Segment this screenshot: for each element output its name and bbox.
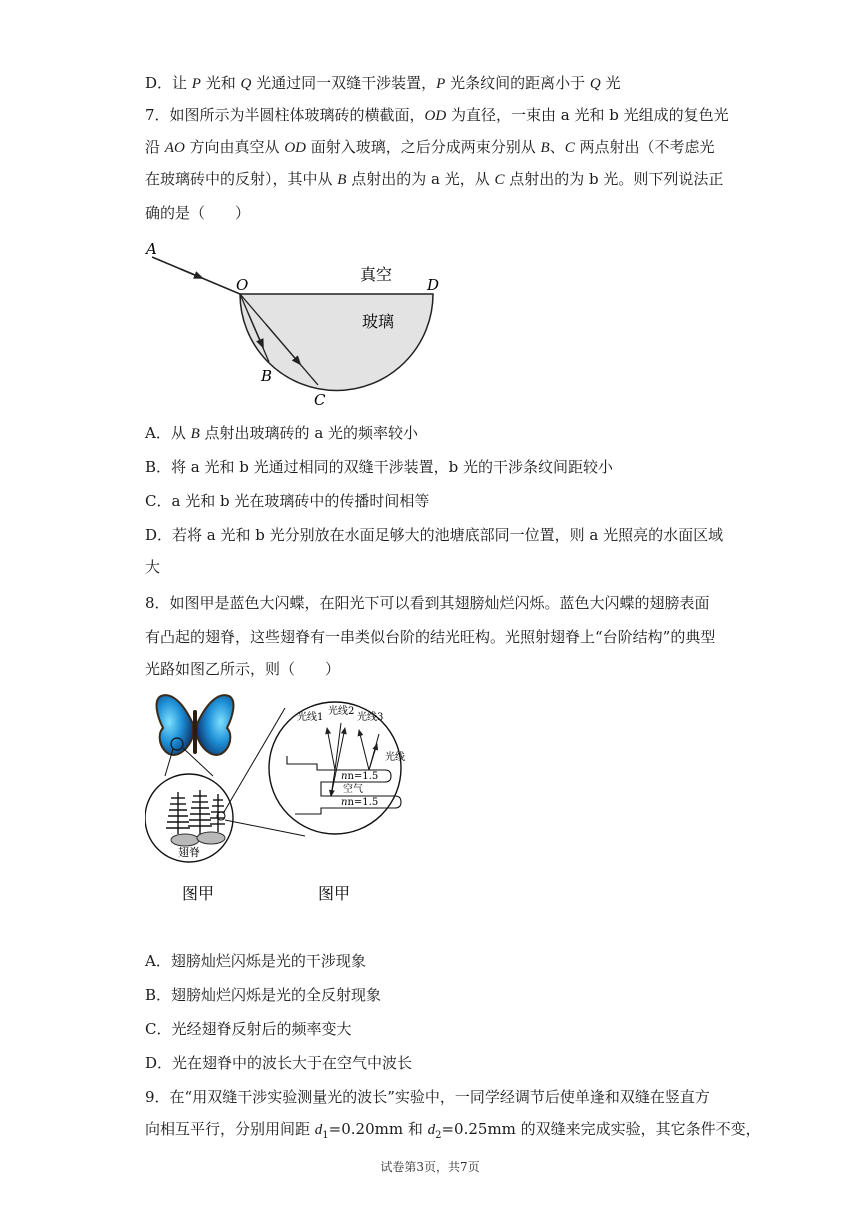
label-A: A bbox=[146, 240, 157, 258]
q7-stem-line-4: 确的是（ ） bbox=[145, 204, 251, 222]
q7-semicircle-figure bbox=[140, 234, 450, 414]
page-footer: 试卷第3页，共7页 bbox=[380, 1160, 480, 1174]
label-ray2: 光线2 bbox=[328, 706, 355, 717]
incident-arrow bbox=[180, 269, 202, 278]
q8-option-a: A．翅膀灿烂闪烁是光的干涉现象 bbox=[145, 952, 366, 970]
q8-stem-line-1: 8．如图甲是蓝色大闪蝶，在阳光下可以看到其翅膀灿烂闪烁。蓝色大闪蝶的翅膀表面 bbox=[145, 594, 710, 612]
caption-right: 图甲 bbox=[318, 884, 351, 903]
q9-stem-line-2: 向相互平行，分别用间距 $d_1=0.20mm$ 和 $d_2=0.25mm$ 的双缝来完成实验，其它条件不变， bbox=[145, 1120, 761, 1141]
q8-option-b: B．翅膀灿烂闪烁是光的全反射现象 bbox=[145, 986, 382, 1004]
q7-stem-line-2: 沿 AO 方向由真空从 OD 面射入玻璃，之后分成两束分别从 B、C 两点射出（不考虑光 bbox=[145, 138, 715, 156]
label-B: B bbox=[261, 367, 273, 385]
label-vacuum: 真空 bbox=[360, 265, 393, 284]
q8-stem-line-2: 有凸起的翅脊，这些翅脊有一串类似台阶的结光旺构。光照射翅脊上“台阶结构”的典型 bbox=[145, 628, 716, 646]
label-O: O bbox=[236, 276, 249, 294]
q7-option-d-line-2: 大 bbox=[145, 558, 161, 576]
q7-option-d-line-1: D．若将 a 光和 b 光分别放在水面足够大的池塘底部同一位置，则 a 光照亮的水面区域 bbox=[145, 526, 724, 544]
q8-stem-line-3: 光路如图乙所示，则（ ） bbox=[145, 660, 341, 678]
label-n-bottom: nn=1.5 bbox=[341, 797, 379, 808]
q8-option-d: D．光在翅脊中的波长大于在空气中波长 bbox=[145, 1054, 413, 1072]
label-glass: 玻璃 bbox=[362, 312, 395, 331]
butterfly-image bbox=[157, 695, 234, 755]
q7-option-c: C．a 光和 b 光在玻璃砖中的传播时间相等 bbox=[145, 492, 430, 510]
q8-option-c: C．光经翅脊反射后的频率变大 bbox=[145, 1020, 352, 1038]
label-n-top: nn=1.5 bbox=[341, 771, 379, 782]
q9-stem-line-1: 9．在“用双缝干涉实验测量光的波长”实验中，一同学经调节后使单逢和双缝在竖直方 bbox=[145, 1088, 710, 1106]
q7-stem-line-3: 在玻璃砖中的反射），其中从 B 点射出的为 a 光，从 C 点射出的为 b 光。则下列说法正 bbox=[145, 170, 724, 188]
label-C: C bbox=[314, 391, 326, 409]
q6-option-d: D．让 P 光和 Q 光通过同一双缝干涉装置，P 光条纹间的距离小于 Q 光 bbox=[145, 74, 621, 92]
label-air: 空气 bbox=[343, 784, 363, 795]
q7-stem-line-1: 7．如图所示为半圆柱体玻璃砖的横截面，OD 为直径，一束由 a 光和 b 光组成的复色光 bbox=[145, 106, 729, 124]
label-ray3: 光线3 bbox=[357, 712, 384, 723]
caption-left: 图甲 bbox=[182, 884, 215, 903]
q7-option-a: A．从 B 点射出玻璃砖的 a 光的频率较小 bbox=[145, 424, 419, 442]
q7-option-b: B．将 a 光和 b 光通过相同的双缝干涉装置，b 光的干涉条纹间距较小 bbox=[145, 458, 614, 476]
label-ray1: 光线1 bbox=[297, 712, 324, 723]
q8-butterfly-figure bbox=[145, 688, 475, 918]
label-ridge: 翅脊 bbox=[178, 846, 200, 859]
label-ray: 光线 bbox=[385, 752, 405, 763]
label-D: D bbox=[427, 276, 440, 294]
